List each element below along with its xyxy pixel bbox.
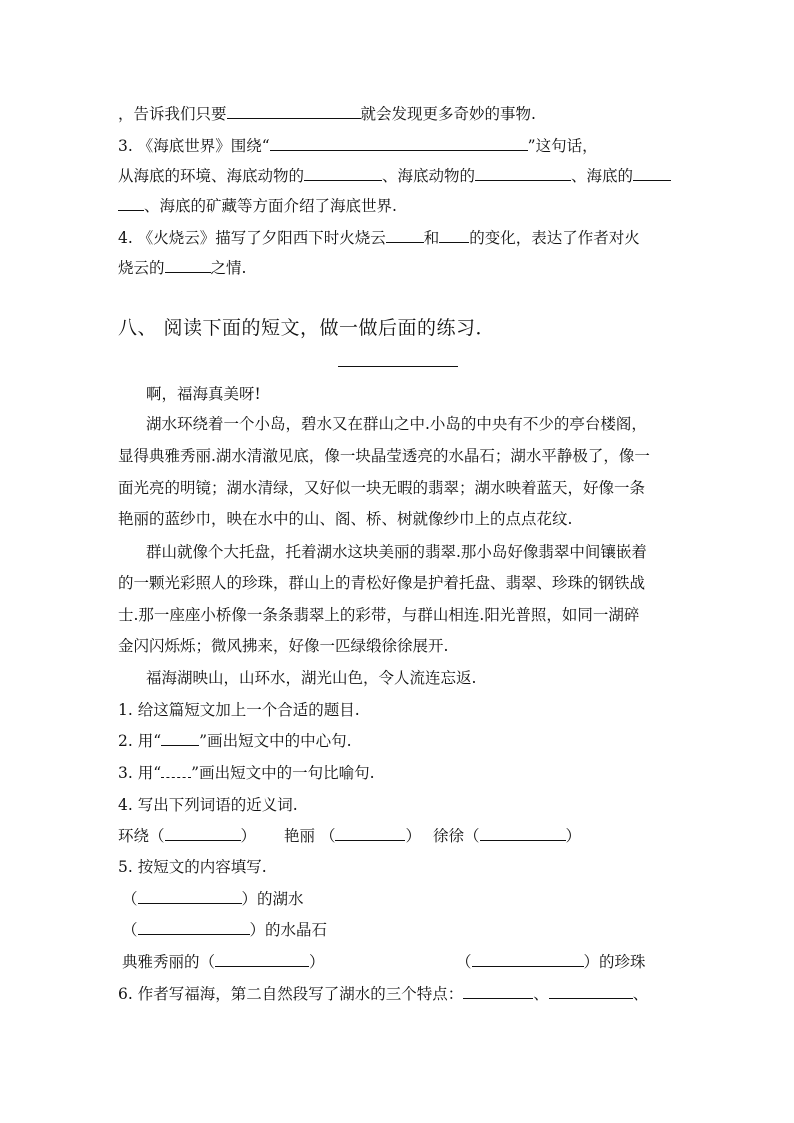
text: 艳丽 （: [284, 827, 336, 845]
q3-line-1: [118, 136, 598, 156]
text: ）: [565, 827, 582, 845]
passage-paragraph-2-line: 显得典雅秀丽.湖水清澈见底，像一块晶莹透亮的水晶石；湖水平静极了，像一: [118, 447, 650, 465]
text: 3. 《海底世界》围绕“: [118, 137, 270, 155]
answer-blank[interactable]: [227, 104, 361, 119]
answer-blank[interactable]: [138, 920, 250, 935]
answer-blank[interactable]: [304, 166, 382, 181]
text: 环绕（: [118, 827, 165, 845]
text: 的变化，表达了作者对火: [469, 229, 640, 247]
passage-paragraph-3-line: 士.那一座座小桥像一条条翡翠上的彩带，与群山相连.阳光普照，如同一湖碎: [118, 606, 640, 624]
text: 、: [632, 985, 649, 1003]
answer-blank[interactable]: [270, 136, 528, 151]
text: 、海底动物的: [382, 167, 476, 185]
text: 2. 用“: [118, 732, 162, 750]
text: 徐徐（: [432, 827, 480, 845]
answer-blank[interactable]: [472, 952, 584, 967]
text: 典雅秀丽的（: [122, 953, 216, 971]
answer-blank[interactable]: [215, 952, 309, 967]
answer-blank[interactable]: [165, 258, 211, 273]
passage-paragraph-3-line: 群山就像个大托盘，托着湖水这块美丽的翡翠.那小岛好像翡翠中间镶嵌着: [146, 543, 647, 561]
answer-blank[interactable]: [549, 984, 633, 999]
answer-blank[interactable]: [165, 826, 241, 841]
title-answer-line[interactable]: [338, 366, 458, 367]
question-2: [118, 731, 352, 751]
q3-line-3: [118, 196, 397, 216]
question-5-row-3b: [456, 952, 646, 972]
section-heading: 八、 阅读下面的短文，做一做后面的练习．: [118, 317, 496, 339]
text: 从海底的环境、海底动物的: [118, 167, 305, 185]
question-5-row-1: [122, 889, 304, 909]
text: 之情.: [210, 259, 247, 277]
text: 4. 《火烧云》描写了夕阳西下时火烧云: [118, 229, 386, 247]
question-4: 4. 写出下列词语的近义词.: [118, 796, 298, 814]
text: ”这句话，: [527, 137, 598, 155]
question-5-row-3: [122, 952, 325, 972]
text: ”画出短文中的中心句.: [199, 732, 352, 750]
question-6: [118, 984, 648, 1004]
text: 和: [423, 229, 440, 247]
text: ）的水晶石: [249, 921, 328, 939]
wavy-underline-sample: [161, 763, 191, 778]
passage-paragraph-2-line: 面光亮的明镜；湖水清绿，又好似一块无暇的翡翠；湖水映着蓝天，好像一条: [118, 479, 646, 497]
passage-paragraph-4: 福海湖映山，山环水，湖光山色，令人流连忘返.: [146, 669, 477, 687]
answer-blank-continued[interactable]: [118, 196, 144, 211]
text: ）: [405, 827, 421, 845]
q3-line-2: [118, 166, 671, 186]
text: （: [122, 890, 138, 908]
answer-blank[interactable]: [475, 166, 571, 181]
question-1: 1. 给这篇短文加上一个合适的题目.: [118, 701, 360, 719]
text: ，告诉我们只要: [118, 105, 227, 123]
text: 、: [533, 985, 549, 1003]
answer-blank[interactable]: [633, 166, 671, 181]
q4-line-2: [118, 258, 246, 278]
answer-blank[interactable]: [463, 984, 533, 999]
text: ）的珍珠: [583, 953, 646, 971]
text: 3. 用“: [118, 764, 162, 782]
text: ”画出短文中的一句比喻句.: [191, 764, 375, 782]
question-5-row-2: [122, 920, 327, 940]
question-3: [118, 763, 375, 783]
passage-paragraph-3-line: 金闪闪烁烁；微风拂来，好像一匹绿缎徐徐展开.: [118, 637, 449, 655]
passage-paragraph-3-line: 的一颗光彩照人的珍珠，群山上的青松好像是护着托盘、翡翠、珍珠的钢铁战: [118, 574, 646, 592]
text: 6. 作者写福海，第二自然段写了湖水的三个特点：: [118, 985, 464, 1003]
prev-question-line: [118, 104, 536, 124]
answer-blank[interactable]: [335, 826, 405, 841]
text: （: [456, 953, 472, 971]
answer-blank[interactable]: [480, 826, 566, 841]
text: 就会发现更多奇妙的事物.: [360, 105, 536, 123]
text: 、海底的: [571, 167, 634, 185]
underline-sample: [161, 731, 199, 746]
text: ）: [309, 953, 325, 971]
text: （: [122, 921, 138, 939]
answer-blank[interactable]: [386, 228, 424, 243]
text: 烧云的: [118, 259, 165, 277]
question-5: 5. 按短文的内容填写.: [118, 858, 267, 876]
answer-blank[interactable]: [439, 228, 469, 243]
text: ）: [240, 827, 257, 845]
passage-paragraph-2-line: 艳丽的蓝纱巾，映在水中的山、阁、桥、树就像纱巾上的点点花纹.: [118, 510, 573, 528]
passage-paragraph-2-line: 湖水环绕着一个小岛，碧水又在群山之中.小岛的中央有不少的亭台楼阁，: [146, 415, 647, 433]
question-4-words: [118, 826, 581, 846]
text: ）的湖水: [241, 890, 304, 908]
passage-paragraph-1: 啊，福海真美呀!: [146, 385, 261, 403]
answer-blank[interactable]: [138, 889, 242, 904]
text: 、海底的矿藏等方面介绍了海底世界.: [144, 197, 397, 215]
q4-line-1: [118, 228, 640, 248]
